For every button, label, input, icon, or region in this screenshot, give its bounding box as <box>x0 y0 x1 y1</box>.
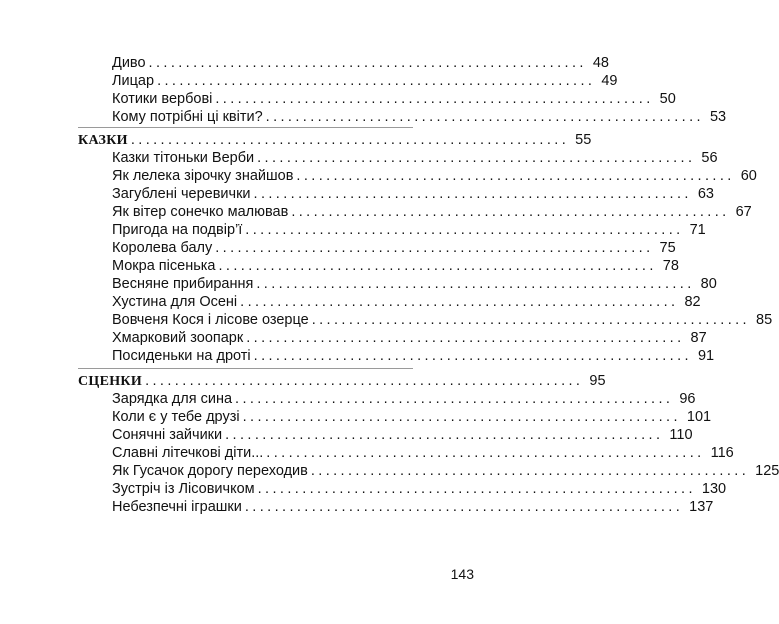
dot-leader: ........................................................... <box>148 55 587 71</box>
toc-entry <box>112 185 714 203</box>
toc-entry <box>112 90 676 108</box>
toc-entry <box>112 347 715 365</box>
toc-entry-page: 49 <box>601 73 618 89</box>
toc-entry <box>112 408 712 426</box>
toc-entry-title: Хустина для Осені <box>112 294 238 310</box>
toc-entry-page: 53 <box>709 109 727 125</box>
dot-leader: ........................................................... <box>253 348 692 364</box>
dot-leader: ........................................................... <box>215 240 654 256</box>
toc-entry-page: 137 <box>689 499 714 515</box>
toc-entry-title: Як вітер сонечко малював <box>112 204 289 220</box>
toc-entry-title: Диво <box>112 55 146 71</box>
dot-leader: ........................................................... <box>145 373 584 389</box>
toc-entry-page: 116 <box>710 445 734 461</box>
toc-entry-title: Посиденьки на дроті <box>112 348 251 364</box>
dot-leader: ........................................................... <box>246 330 685 346</box>
toc-entry <box>112 72 618 90</box>
toc-entry <box>112 257 679 275</box>
toc-entry <box>112 149 718 167</box>
toc-entry <box>112 462 779 480</box>
dot-leader: ........................................................... <box>245 222 684 238</box>
toc-entry-title: Лицар <box>112 73 155 89</box>
toc-entry <box>112 167 757 185</box>
toc-entry <box>112 390 696 408</box>
dot-leader: ........................................................... <box>215 91 654 107</box>
section-divider <box>78 127 413 128</box>
toc-entry <box>112 480 727 498</box>
toc-entry <box>112 275 717 293</box>
toc-entry-page: 63 <box>697 186 714 202</box>
toc-entry <box>112 498 714 516</box>
dot-leader: ........................................................... <box>291 204 730 220</box>
dot-leader: ........................................................... <box>310 463 750 479</box>
section-divider <box>78 368 413 369</box>
dot-leader: ........................................................... <box>242 409 681 425</box>
dot-leader: ........................................................... <box>257 481 696 497</box>
toc-entry-title: Казки тітоньки Верби <box>112 150 255 166</box>
toc-entry-page: 50 <box>659 91 676 107</box>
toc-entry-title: Весняне прибирання <box>112 276 254 292</box>
toc-entry-title: Як Гусачок дорогу переходив <box>112 463 308 479</box>
toc-entry <box>112 108 727 126</box>
toc-section-page: 55 <box>575 132 592 148</box>
toc-entry-page: 110 <box>669 427 693 443</box>
toc-entry-page: 48 <box>592 55 609 71</box>
toc-entry-title: Вовченя Кося і лісове озерце <box>112 312 309 328</box>
toc-section-page: 95 <box>589 373 606 389</box>
toc-entry <box>112 444 734 462</box>
toc-entry-title: Небезпечні іграшки <box>112 499 242 515</box>
toc-entry-page: 71 <box>689 222 706 238</box>
toc-section-title: СЦЕНКИ <box>78 374 143 389</box>
toc-entry-title: Котики вербові <box>112 91 213 107</box>
toc-entry-page: 56 <box>701 150 718 166</box>
dot-leader: ........................................................... <box>265 109 704 125</box>
toc-entry-title: Зустріч із Лісовичком <box>112 481 255 497</box>
toc-entry-page: 67 <box>735 204 752 220</box>
dot-leader: ........................................................... <box>244 499 684 515</box>
toc-entry <box>112 239 676 257</box>
toc-entry-page: 60 <box>740 168 757 184</box>
dot-leader: ........................................................... <box>218 258 657 274</box>
toc-entry-title: Загублені черевички <box>112 186 251 202</box>
toc-entry-title: Як лелека зірочку знайшов <box>112 168 294 184</box>
toc-entry <box>112 311 773 329</box>
toc-entry-page: 82 <box>684 294 701 310</box>
toc-entry-page: 96 <box>679 391 696 407</box>
toc-entry <box>112 221 706 239</box>
dot-leader: ........................................................... <box>253 186 692 202</box>
dot-leader: ........................................................... <box>130 132 570 148</box>
page-number: 143 <box>450 566 474 582</box>
toc-entry-page: 75 <box>659 240 676 256</box>
toc-section-heading <box>78 131 592 149</box>
toc-entry-page: 85 <box>756 312 773 328</box>
toc-entry-title: Хмарковий зоопарк <box>112 330 244 346</box>
toc-entry-title: Кому потрібні ці квіти? <box>112 109 263 125</box>
toc-entry-page: 101 <box>686 409 712 425</box>
dot-leader: ........................................................... <box>257 150 696 166</box>
toc-section-heading <box>78 372 606 390</box>
toc-entry <box>112 203 752 221</box>
toc-entry <box>112 426 693 444</box>
dot-leader: ........................................................... <box>225 427 664 443</box>
toc-entry-title: Королева балу <box>112 240 213 256</box>
toc-entry <box>112 54 609 72</box>
dot-leader: ........................................................... <box>256 276 695 292</box>
dot-leader: ........................................................... <box>311 312 750 328</box>
toc-entry-page: 91 <box>697 348 715 364</box>
toc-entry-title: Славні літечкові діти... <box>112 445 264 461</box>
dot-leader: ........................................................... <box>240 294 679 310</box>
toc-entry-page: 87 <box>690 330 707 346</box>
toc-entry-page: 78 <box>662 258 679 274</box>
dot-leader: ........................................................... <box>296 168 735 184</box>
toc-entry-title: Коли є у тебе друзі <box>112 409 240 425</box>
toc-entry-title: Зарядка для сина <box>112 391 233 407</box>
toc-entry-page: 130 <box>701 481 727 497</box>
toc-entry-page: 125 <box>755 463 779 479</box>
dot-leader: ........................................................... <box>266 445 705 461</box>
dot-leader: ........................................................... <box>157 73 596 89</box>
toc-section-title: КАЗКИ <box>78 133 128 148</box>
toc-entry-title: Пригода на подвір’ї <box>112 222 243 238</box>
toc-entry-title: Мокра пісенька <box>112 258 216 274</box>
toc-entry <box>112 329 707 347</box>
toc-entry <box>112 293 701 311</box>
toc-entry-title: Сонячні зайчики <box>112 427 223 443</box>
toc-entry-page: 80 <box>700 276 717 292</box>
dot-leader: ........................................................... <box>235 391 674 407</box>
